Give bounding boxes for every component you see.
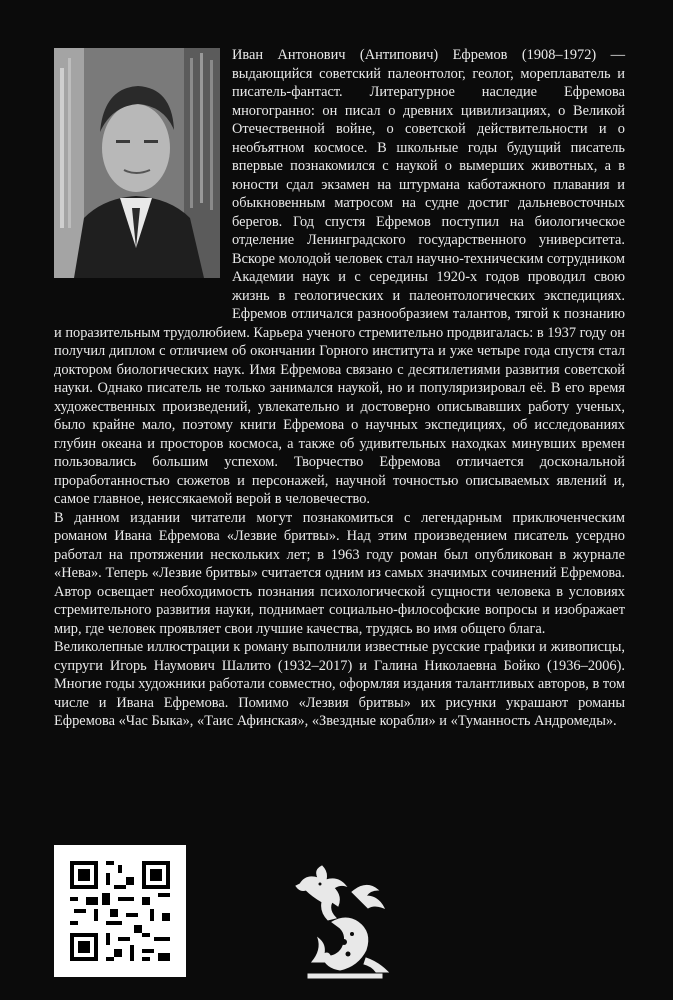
paragraph-novel: В данном издании читатели могут познакомиться с легендарным приключенческим романом Ивана Ефремова «Лезвие бритвы». Над этим произведением писатель усердно работал на протяжении нескольких лет; в 1963 году роман был опубликован в журнале «Нева». Теперь «Лезвие бритвы» считается одним из самых значимых сочинений Ефремова. Автор освещает необходимость познания психологической сущности человека в условиях стремительного развития науки, поднимает социально-философские вопросы и изображает мир, где человек проявляет свои лучшие качества, трудясь во имя общего блага.	[54, 509, 625, 637]
qr-code	[54, 845, 186, 977]
biography-text	[54, 46, 625, 731]
publisher-logo	[292, 862, 400, 980]
dragon-logo-icon	[292, 862, 400, 980]
paragraph-illustrators: Великолепные иллюстрации к роману выполнили известные русские графики и живописцы, супруги Игорь Наумович Шалито (1932–2017) и Галина Николаевна Бойко (1936–2006). Многие годы художники работали совместно, оформляя издания талантливых авторов, в том числе и Ивана Ефремова. Помимо «Лезвия бритвы» их рисунки украшают романы Ефремова «Час Быка», «Таис Афинская», «Звездные корабли» и «Туманность Андромеды».	[54, 639, 625, 729]
paragraph-biography: Иван Антонович (Антипович) Ефремов (1908–1972) — выдающийся советский палеонтолог, геолог, мореплаватель и писатель-фантаст. Литературное наследие Ефремова многогранно: он писал о древних цивилизациях, о Великой Отечественной войне, о советской действительности и о необъятном космосе. В школьные годы будущий писатель впервые познакомился с наукой о вымерших животных, а в юности сдал экзамен на штурмана каботажного плавания и обыкновенным матросом на судне достиг дальневосточных берегов. Год спустя Ефремов поступил на биологическое отделение Ленинградского государственного университета. Вскоре молодой человек стал научно-техническим сотрудником Академии наук и с середины 1920-х годов проводил свою жизнь в геологических и палеонтологических экспедициях. Ефремов отличался разнообразием талантов, тягой к познанию и поразительным трудолюбием. Карьера ученого стремительно продвигалась: в 1937 году он получил диплом с отличием об окончании Горного института и уже четыре года спустя стал доктором биологических наук. Имя Ефремова связано с десятилетиями развития советской науки. Однако писатель не только занимался наукой, но и популяризировал её. В его время художественных произведений, увлекательно и достоверно описывавших работу ученых, было крайне мало, поэтому книги Ефремова о научных экспедициях, об исследованиях глубин океана и просторов космоса, а также об удивительных находках минувших времен пользовались большим успехом. Творчество Ефремова отличается доскональной проработанностью сюжетов и персонажей, научной точностью описываемых явлений и, самое главное, неиссякаемой верой в человечество.	[54, 47, 625, 507]
qr-code-icon	[54, 845, 186, 977]
photo-spacer	[54, 46, 232, 318]
